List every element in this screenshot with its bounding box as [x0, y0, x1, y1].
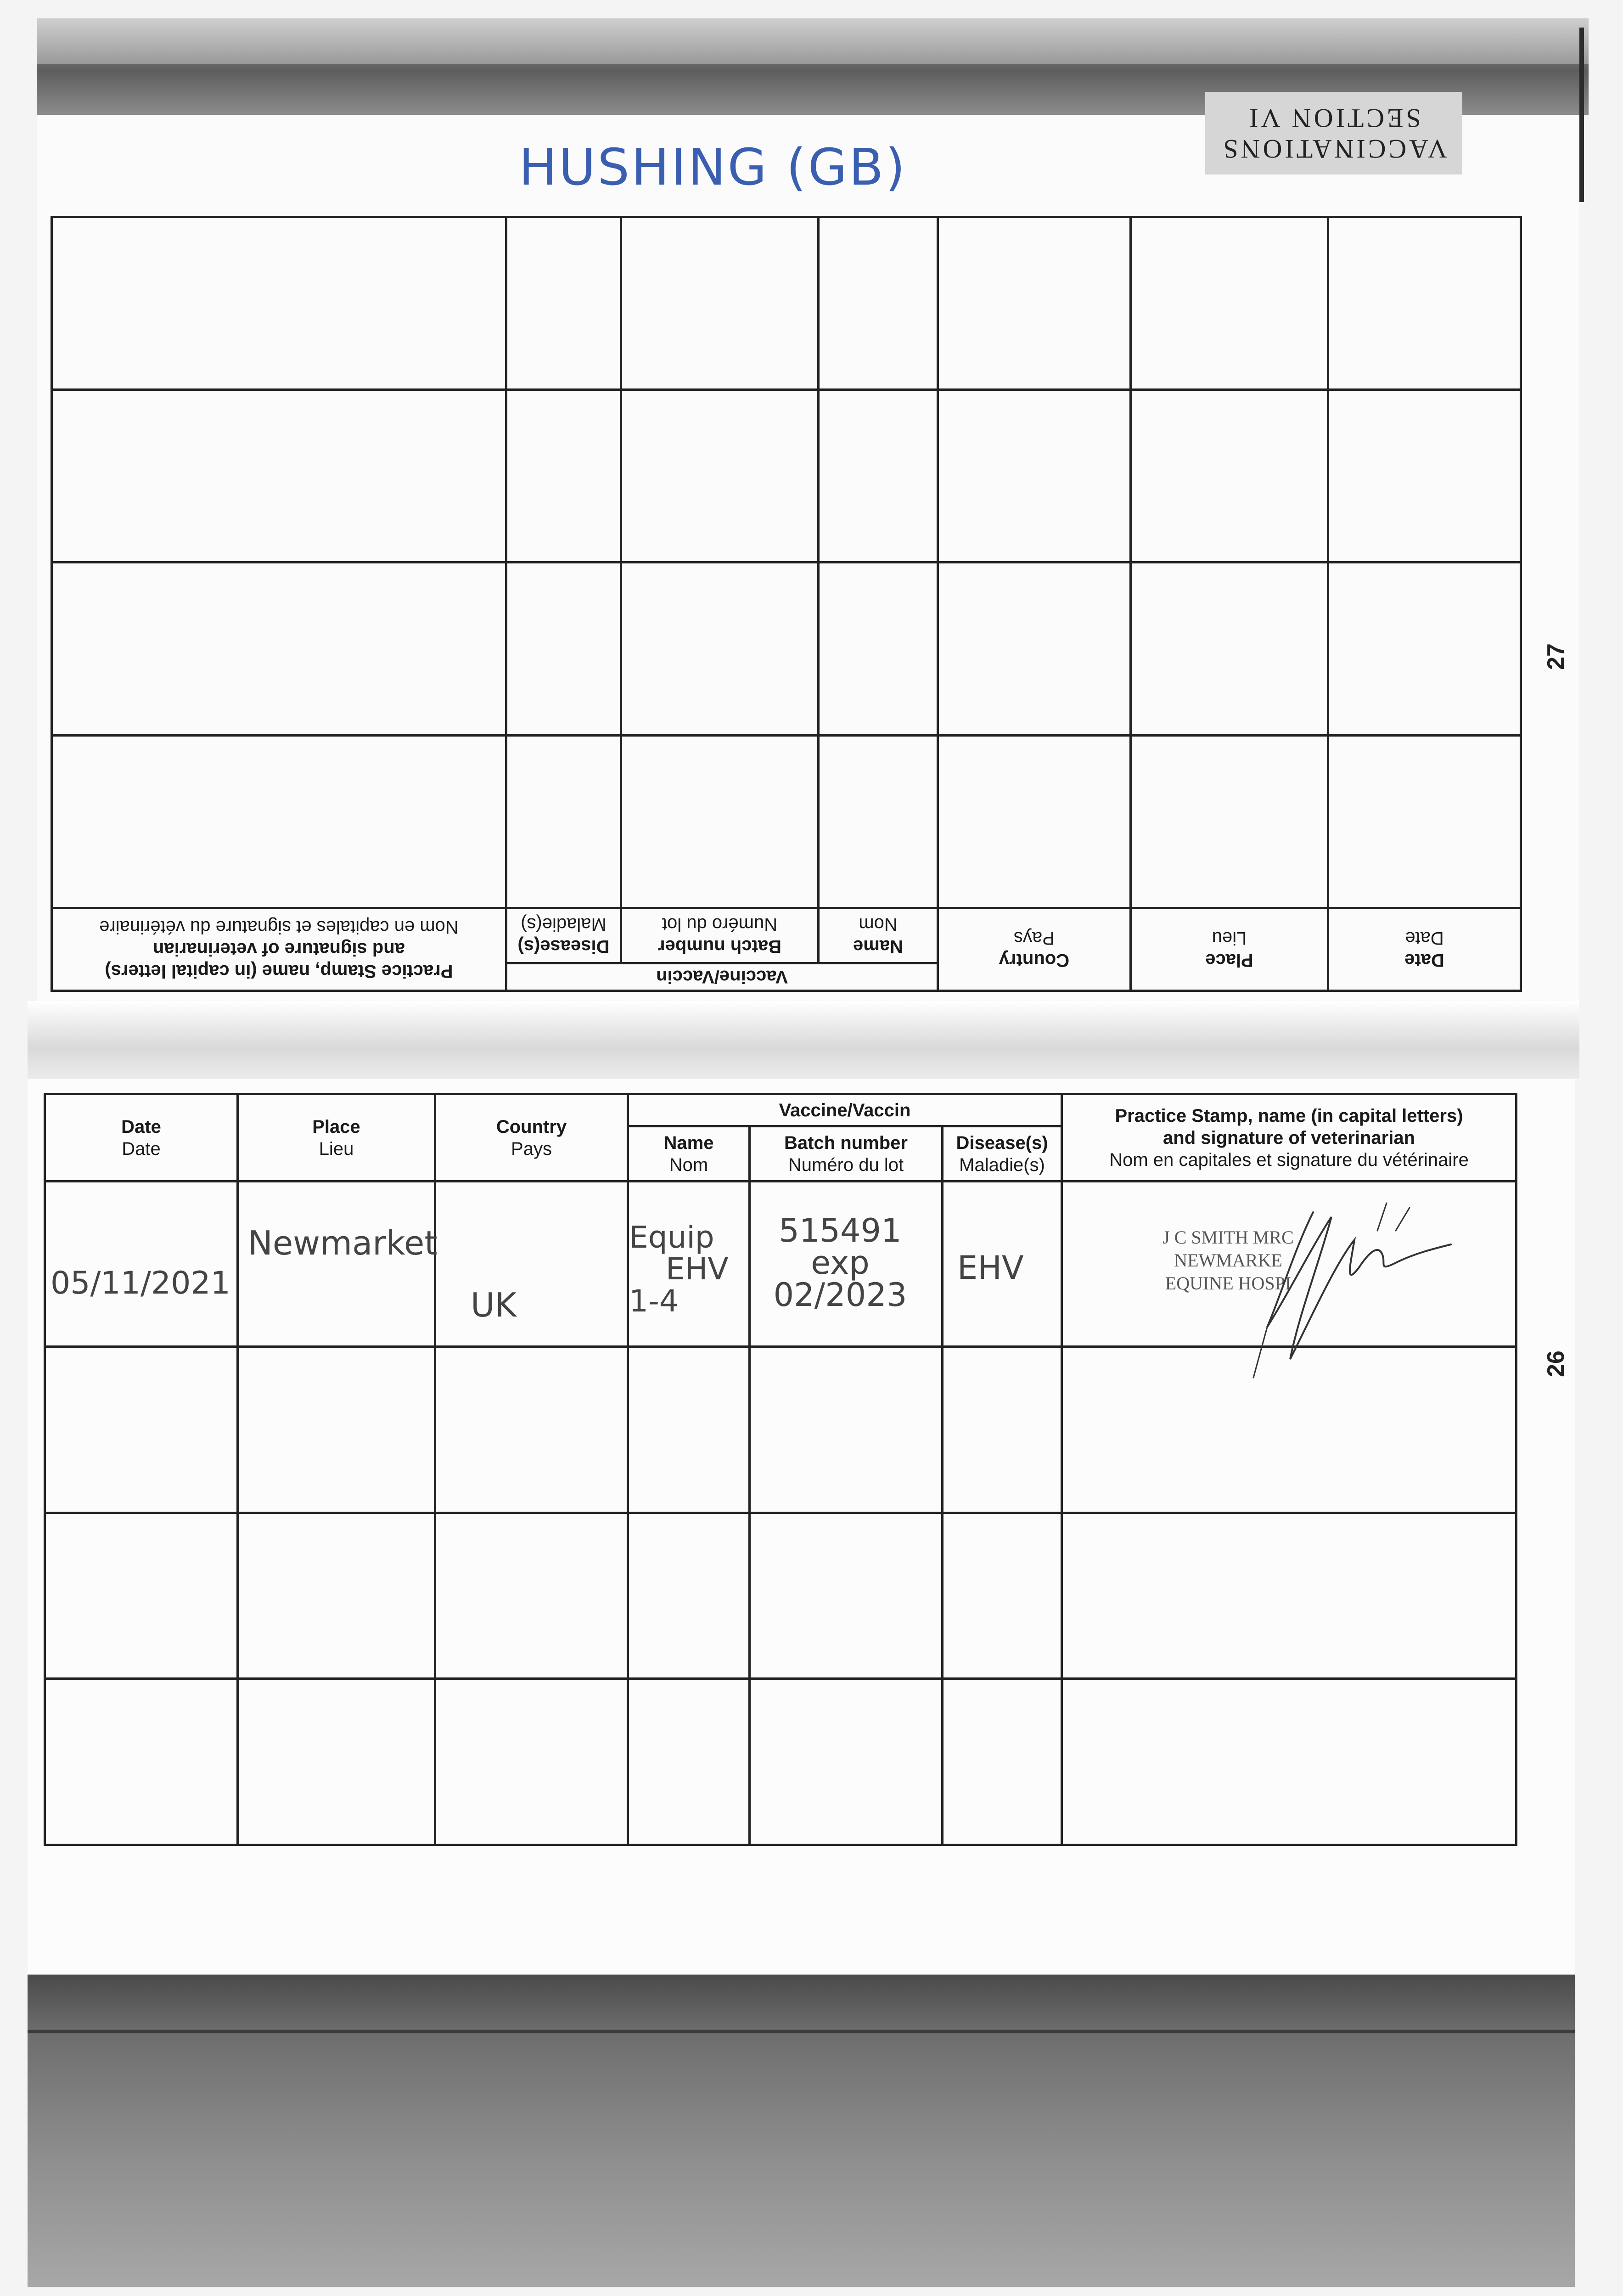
veterinarian-signature — [1240, 1176, 1497, 1387]
table-row — [45, 1513, 1516, 1679]
page-number-26: 26 — [1542, 1351, 1569, 1377]
header-name: Name Nom — [819, 908, 938, 963]
table-row — [51, 217, 1521, 390]
header-stamp: Practice Stamp, name (in capital letters) and signature of veterinarian Nom en capitales et signature du vétérinaire — [1062, 1094, 1516, 1182]
entry-batch-number: 515491 exp 02/2023 — [773, 1212, 907, 1314]
scanner-top-highlight — [37, 18, 1589, 64]
page-fold — [28, 1001, 1579, 1079]
table-row — [51, 390, 1521, 563]
scanner-bottom-bar — [28, 1975, 1575, 2287]
header-country: Country Pays — [435, 1094, 628, 1182]
page-edge — [1579, 28, 1584, 202]
header-batch: Batch number Numéro du lot — [750, 1126, 943, 1182]
header-vaccine: Vaccine/Vaccin — [506, 963, 938, 991]
table-row — [51, 563, 1521, 735]
section-tab — [1205, 92, 1462, 174]
handwritten-horse-name: HUSHING (GB) — [519, 138, 907, 197]
section-tab-subtitle: SECTION VI — [1247, 103, 1421, 133]
entry-place: Newmarket — [248, 1224, 438, 1262]
header-place: Place Lieu — [1131, 908, 1328, 991]
table-row — [51, 735, 1521, 908]
header-disease: Disease(s) Maladie(s) — [943, 1126, 1062, 1182]
entry-date: 05/11/2021 — [51, 1265, 230, 1301]
entry-disease: EHV — [957, 1249, 1024, 1287]
header-country: Country Pays — [938, 908, 1131, 991]
header-vaccine: Vaccine/Vaccin — [628, 1094, 1062, 1126]
header-stamp: Practice Stamp, name (in capital letters) and signature of veterinarian Nom en capitales et signature du vétérinaire — [51, 908, 506, 991]
table-row — [45, 1679, 1516, 1845]
header-batch: Batch number Numéro du lot — [621, 908, 819, 963]
upper-vaccination-table — [53, 216, 1522, 992]
header-date: Date Date — [45, 1094, 238, 1182]
page-number-27: 27 — [1542, 643, 1569, 670]
practice-stamp: J C SMITH MRC NEWMARKE EQUINE HOSPI — [1162, 1227, 1294, 1294]
entry-country: UK — [471, 1286, 517, 1324]
header-place: Place Lieu — [238, 1094, 435, 1182]
entry-vaccine-name: Equip EHV 1-4 — [629, 1220, 729, 1319]
scanner-line — [28, 2030, 1575, 2033]
section-tab-title: VACCINATIONS — [1220, 134, 1447, 164]
header-disease: Disease(s) Maladie(s) — [506, 908, 621, 963]
header-name: Name Nom — [628, 1126, 750, 1182]
header-date: Date Date — [1328, 908, 1521, 991]
